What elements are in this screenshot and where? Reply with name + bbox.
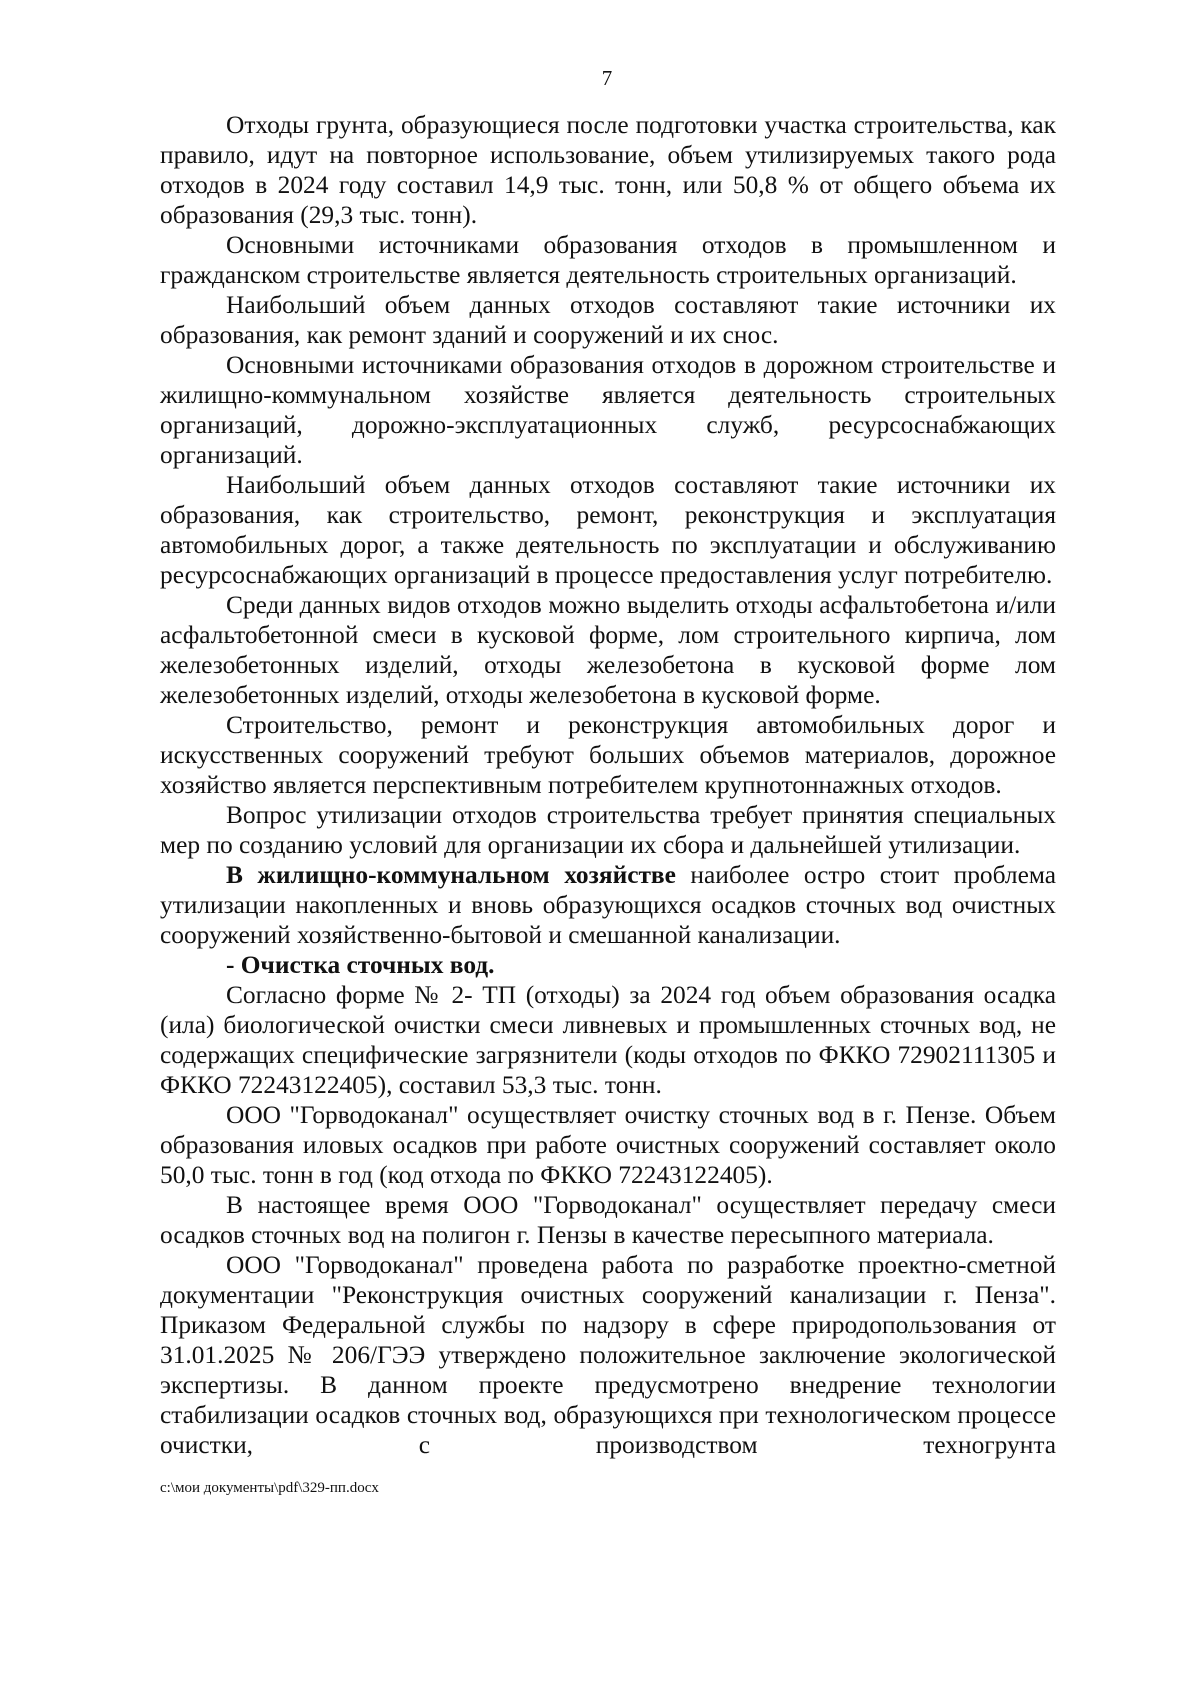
paragraph-soil-waste: Отходы грунта, образующиеся после подготовки участка строительства, как правило, идут на повторное использование, объем утилизируемых такого рода отходов в 2024 году составил 14,9 тыс. тонн, или 50,8 % от общего объема их образования (29,3 тыс. тонн). xyxy=(160,111,1056,229)
footer-file-path: c:\мои документы\pdf\329-пп.docx xyxy=(160,1480,379,1496)
paragraph-road-sources: Наибольший объем данных отходов составляют такие источники их образования, как строительство, ремонт, реконструкция и эксплуатация автомобильных дорог, а также деятельность по эксплуатации и обслуживанию ресурсоснабжающих организаций в процессе предоставления услуг потребителю. xyxy=(160,471,1056,589)
paragraph-form-2tp: Согласно форме № 2- ТП (отходы) за 2024 год объем образования осадка (ила) биологической очистки смеси ливневых и промышленных сточных вод, не содержащих специфические загрязнители (коды отходов по ФККО 72902111305 и ФККО 72243122405), составил 53,3 тыс. тонн. xyxy=(160,981,1056,1099)
housing-bold-lead: В жилищно-коммунальном хозяйстве xyxy=(226,861,676,889)
paragraph-industrial-construction: Основными источниками образования отходов в промышленном и гражданском строительстве является деятельность строительных организаций. xyxy=(160,231,1056,289)
paragraph-repair-demolition: Наибольший объем данных отходов составляют такие источники их образования, как ремонт зданий и сооружений и их снос. xyxy=(160,291,1056,349)
page-number: 7 xyxy=(601,66,613,90)
paragraph-waste-types: Среди данных видов отходов можно выделить отходы асфальтобетона и/или асфальтобетонной смеси в кусковой форме, лом строительного кирпича, лом железобетонных изделий, отходы железобетона в кусковой форме лом железобетонных изделий, отходы железобетона в кусковой форме. xyxy=(160,591,1056,709)
paragraph-road-construction: Основными источниками образования отходов в дорожном строительстве и жилищно-коммунальном хозяйстве является деятельность строительных организаций, дорожно-эксплуатационных служб, ресурсоснабжающих организаций. xyxy=(160,351,1056,469)
paragraph-gorvodokanal-transfer: В настоящее время ООО "Горводоканал" осуществляет передачу смеси осадков сточных вод на полигон г. Пензы в качестве пересыпного материала. xyxy=(160,1191,1056,1249)
housing-rest: наиболее остро стоит проблема утилизации накопленных и вновь образующихся осадков сточных вод очистных сооружений хозяйственно-бытовой и смешанной канализации. xyxy=(160,861,1057,949)
paragraph-gorvodokanal-project: ООО "Горводоканал" проведена работа по разработке проектно-сметной документации "Реконструкция очистных сооружений канализации г. Пенза". Приказом Федеральной службы по надзору в сфере природопользования от 31.01.2025 № 206/ГЭЭ утверждено положительное заключение экологической экспертизы. В данном проекте предусмотрено внедрение технологии стабилизации осадков сточных вод, образующихся при технологическом процессе очистки, с производством техногрунта xyxy=(160,1251,1056,1459)
paragraph-utilization-question: Вопрос утилизации отходов строительства требует принятия специальных мер по созданию условий для организации их сбора и дальнейшей утилизации. xyxy=(160,801,1056,859)
paragraph-road-materials: Строительство, ремонт и реконструкция автомобильных дорог и искусственных сооружений требуют больших объемов материалов, дорожное хозяйство является перспективным потребителем крупнотоннажных отходов. xyxy=(160,711,1056,799)
document-body xyxy=(160,110,1056,1460)
paragraph-gorvodokanal-treatment: ООО "Горводоканал" осуществляет очистку сточных вод в г. Пензе. Объем образования иловых осадков при работе очистных сооружений составляет около 50,0 тыс. тонн в год (код отхода по ФККО 72243122405). xyxy=(160,1101,1056,1189)
section-heading: - Очистка сточных вод. xyxy=(226,951,495,979)
paragraph-housing xyxy=(160,860,1056,950)
